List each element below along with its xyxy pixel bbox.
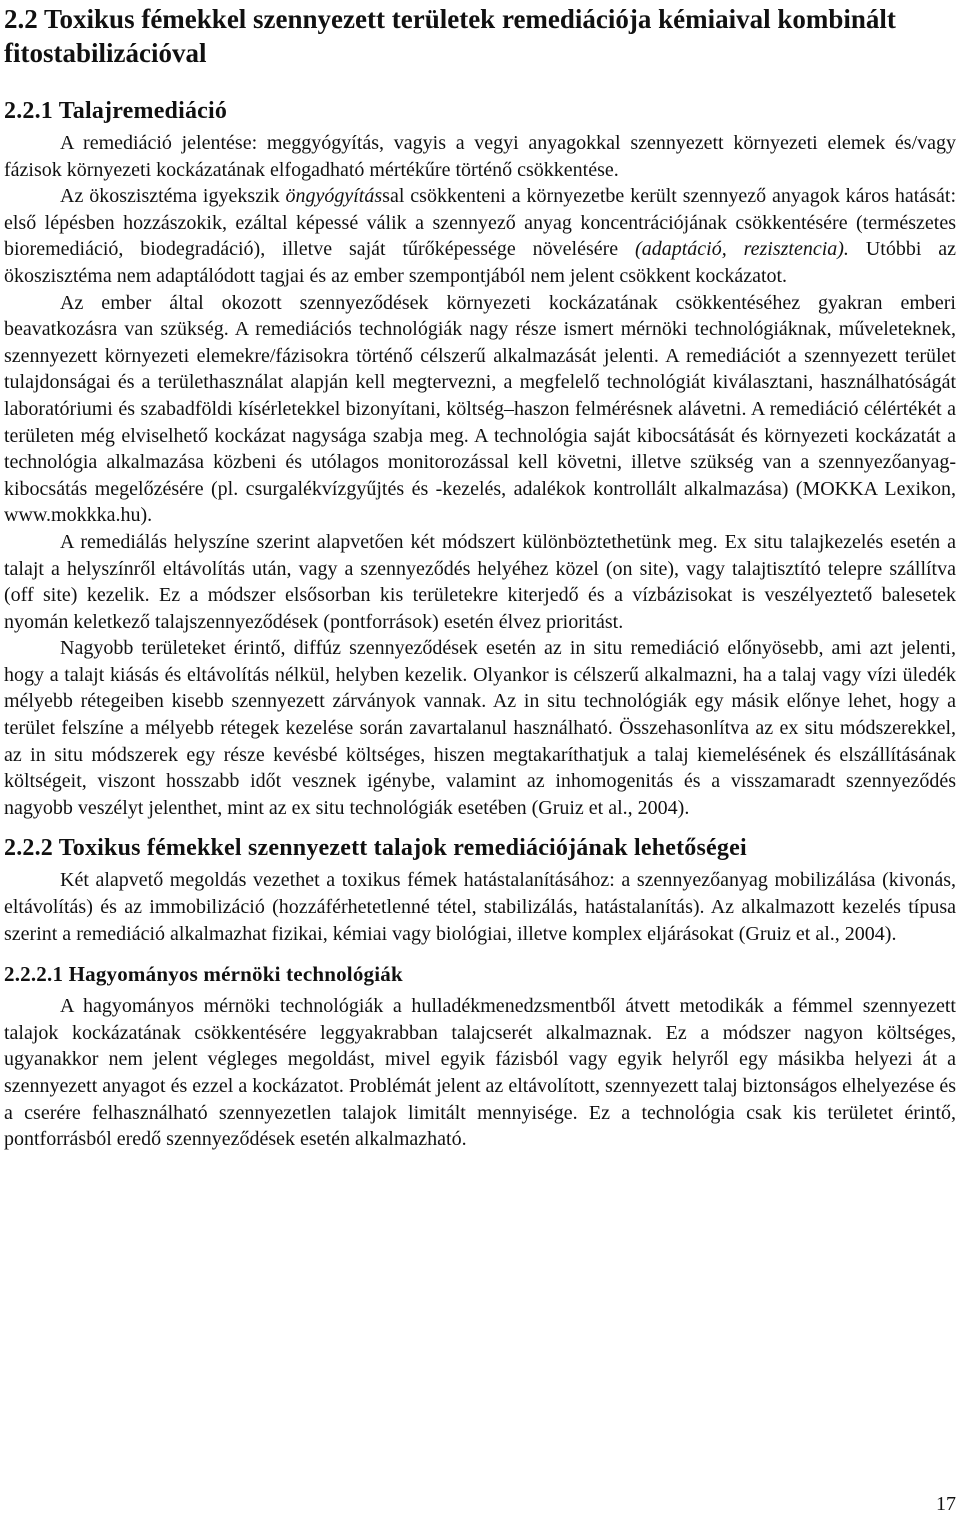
- p2-text-a: Az ökoszisztéma igyekszik: [60, 185, 286, 208]
- paragraph-5: Nagyobb területeket érintő, diffúz szennyeződések esetén az in situ remediáció előnyösebb, ami azt jelenti, hogy a talajt kiásás és eltávolítás nélkül, helyben kezelik. Olyankor is célszerű alkalmazni, ha a talaj vagy vízi üledék mélyebb rétegeiben kisebb szennyezett zárványok vannak. Az in situ technológiák egy másik előnye lehet, hogy a terület felszíne a mélyebb rétegek kezelése során zavartalanul használható. Összehasonlítva az ex situ módszerekkel, az in situ módszerek egy része kevésbé költséges, hiszen megtakaríthatjuk a talaj kiemelésének és elszállításának költségeit, viszont hosszabb időt vesznek igénybe, valamint az inhomogenitás és a visszamaradt szennyeződés nagyobb veszélyt jelenthet, mint az ex situ technológiák esetében (Gruiz et al., 2004).: [4, 637, 956, 819]
- paragraph-1: A remediáció jelentése: meggyógyítás, vagyis a vegyi anyagokkal szennyezett környezeti elemek és/vagy fázisok környezeti kockázatának elfogadható mértékűre történő csökkentése.: [4, 132, 956, 181]
- page-number: 17: [936, 1493, 956, 1515]
- p2-text-e: Utóbbi az ökoszisztéma nem adaptálódott tagjai és az ember szempontjából nem jelent csökkent kockázatot.: [4, 238, 957, 287]
- paragraph-6: Két alapvető megoldás vezethet a toxikus fémek hatástalanításához: a szennyezőanyag mobilizálása (kivonás, eltávolítás) és az immobilizáció (hozzáférhetetlenné tétel, stabilizálás, hatástalanítás). Az alkalmazott kezelés típusa szerint a remediáció alkalmazhat fizikai, kémiai vagy biológiai, illetve komplex eljárásokat (Gruiz et al., 2004).: [4, 869, 956, 945]
- subsection-heading-talajremediacio: 2.2.1 Talajremediáció: [4, 98, 228, 124]
- paragraph-7: A hagyományos mérnöki technológiák a hulladékmenedzsmentből átvett metodikák a fémmel szennyezett talajok kockázatának csökkentésére leggyakrabban talajcserét alkalmaznak. Ez a módszer nagyon költséges, ugyanakkor nem jelent végleges megoldást, mivel egyik fázisból vagy egyik helyről egy másikba helyezi át a szennyezett anyagot és ezzel a kockázatot. Problémát jelent az eltávolított, szennyezett talaj biztonságos elhelyezése és a cserére felhasználható szennyezetlen talajok limitált mennyisége. Ez a technológia csak kis területet érintő, pontforrásból eredő szennyeződések esetén alkalmazható.: [4, 995, 956, 1151]
- subsection-heading-toxikus-femek: 2.2.2 Toxikus fémekkel szennyezett talajok remediációjának lehetőségei: [4, 835, 747, 862]
- section-heading: 2.2 Toxikus fémekkel szennyezett területek remediációja kémiaival kombinált fitostabilizációval: [4, 4, 896, 68]
- paragraph-2: [4, 183, 956, 289]
- p2-italic-adaptacio: (adaptáció, rezisztencia).: [635, 238, 849, 261]
- paragraph-3: Az ember által okozott szennyeződések környezeti kockázatának csökkentéséhez gyakran emberi beavatkozásra van szükség. A remediációs technológiák nagy része ismert mérnöki technológiáknak, műveleteknek, szennyezett környezeti elemekre/fázisokra történő célszerű alkalmazását jelenti. A remediációt a szennyezett terület tulajdonságai és a területhasználat alapján kell megtervezni, a megfelelő technológiát kiválasztani, használhatóságát laboratóriumi és szabadföldi kísérletekkel bizonyítani, költség–haszon felmérésnek alávetni. A remediáció célértékét a területen még elviselhető kockázat nagysága szabja meg. A technológia saját kibocsátását és környezeti kockázatát a technológia alkalmazása közbeni és utólagos monitorozással kell követni, illetve szükség van a szennyezőanyag-kibocsátás megelőzésére (pl. csurgalékvízgyűjtés és -kezelés, adalékok kontrollált alkalmazása) (MOKKA Lexikon, www.mokkka.hu).: [4, 291, 956, 527]
- p2-italic-ongyogyitas: öngyógyítás: [285, 185, 383, 208]
- p2-text-c: sal csökkenteni a környezetbe került szennyező anyagok káros hatását: első lépésben hozzászokik, ezáltal képessé válik a szennyező anyag koncentrációjának csökkentésére (természetes bioremediáció, biodegradáció), illetve saját tűrőképessége növelésére: [4, 185, 956, 261]
- paragraph-4: A remediálás helyszíne szerint alapvetően két módszert különböztethetünk meg. Ex situ talajkezelés esetén a talajt a helyszínről eltávolítás után, vagy a szennyeződés helyéhez közel (on site), vagy talajtisztító telepre szállítva (off site) kezelik. Ez a módszer elsősorban kis területekre kiterjedő és a vízbázisokat is veszélyeztető balesetek nyomán keletkező talajszennyeződések (pontforrások) esetén élvez prioritást.: [4, 530, 956, 633]
- subsubsection-heading-hagyomanyos: 2.2.2.1 Hagyományos mérnöki technológiák: [4, 962, 403, 987]
